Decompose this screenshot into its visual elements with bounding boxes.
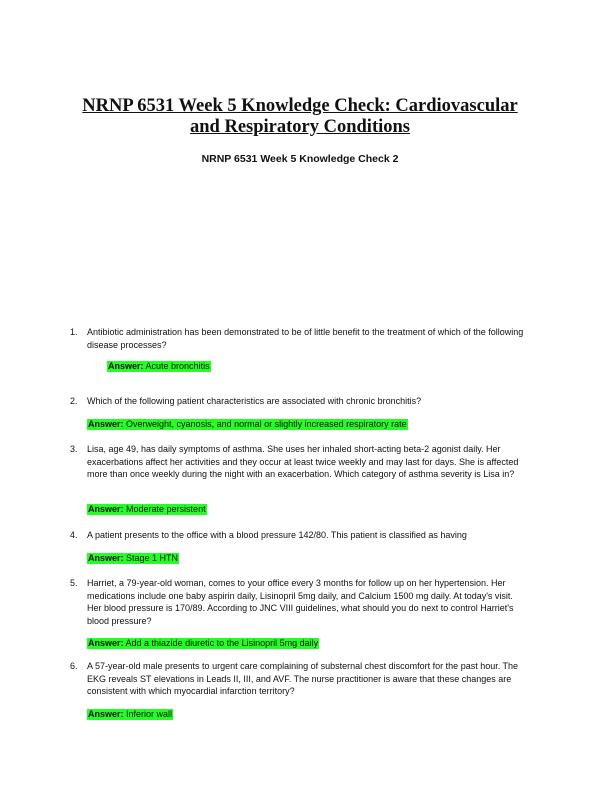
document-subtitle: NRNP 6531 Week 5 Knowledge Check 2 — [201, 153, 399, 165]
answer-text: Inferior wall — [126, 709, 173, 719]
question-2 — [70, 395, 527, 408]
question-4 — [70, 529, 527, 542]
answer-text: Add a thiazide diuretic to the Lisinopril 5mg daily — [125, 638, 319, 648]
answer-text: Acute bronchitis — [145, 361, 210, 371]
question-text: A patient presents to the office with a blood pressure 142/80. This patient is classified as having — [87, 530, 467, 540]
answer-label: Answer: — [88, 419, 124, 429]
answer-text: Overweight, cyanosis, and normal or slightly increased respiratory rate — [126, 419, 407, 429]
question-text: Antibiotic administration has been demonstrated to be of little benefit to the treatment of which of the following disease processes? — [87, 327, 524, 350]
document-title-line-1: NRNP 6531 Week 5 Knowledge Check: Cardiovascular — [82, 96, 518, 116]
answer-label: Answer: — [88, 504, 124, 514]
question-1 — [70, 326, 527, 351]
answer-4 — [87, 552, 527, 565]
answer-3 — [87, 503, 527, 516]
question-text: Harriet, a 79-year-old woman, comes to your office every 3 months for follow up on her hypertension. Her medications include one baby aspirin daily, Lisinopril 5mg daily, and Calcium 1500 mg daily. At today's visit. Her blood pressure is 170/89. According to JNC VIII guidelines, what should you do next to control Harriet's blood pressure? — [87, 578, 514, 626]
question-5 — [70, 577, 527, 627]
answer-label: Answer: — [88, 553, 124, 563]
question-3 — [70, 443, 527, 481]
answer-label: Answer: — [88, 709, 124, 719]
answer-label: Answer: — [88, 638, 124, 648]
answer-label: Answer: — [108, 361, 144, 371]
question-number: 3. — [70, 444, 78, 454]
document-title-line-2: and Respiratory Conditions — [190, 117, 410, 137]
document-title — [60, 96, 540, 138]
answer-1 — [107, 360, 547, 373]
question-text: Which of the following patient characteristics are associated with chronic bronchitis? — [87, 396, 422, 406]
answer-2 — [87, 418, 527, 431]
question-6 — [70, 660, 527, 698]
answer-text: Moderate persistent — [126, 504, 206, 514]
question-number: 1. — [70, 327, 78, 337]
question-number: 5. — [70, 578, 78, 588]
question-number: 6. — [70, 661, 78, 671]
question-number: 4. — [70, 530, 78, 540]
question-text: A 57-year-old male presents to urgent care complaining of substernal chest discomfort for the past hour. The EKG reveals ST elevations in Leads II, III, and AVF. The nurse practitioner is aware that these changes are consistent with which myocardial infarction territory? — [87, 661, 519, 696]
answer-5 — [87, 637, 527, 650]
question-number: 2. — [70, 396, 78, 406]
answer-6 — [87, 708, 527, 721]
question-text: Lisa, age 49, has daily symptoms of asthma. She uses her inhaled short-acting beta-2 agonist daily. Her exacerbations affect her activities and they occur at least twice weekly and may last for days. She is affected more than once weekly during the night with an exacerbation. Which category of asthma severity is Lisa in? — [87, 444, 519, 479]
answer-text: Stage 1 HTN — [126, 553, 179, 563]
